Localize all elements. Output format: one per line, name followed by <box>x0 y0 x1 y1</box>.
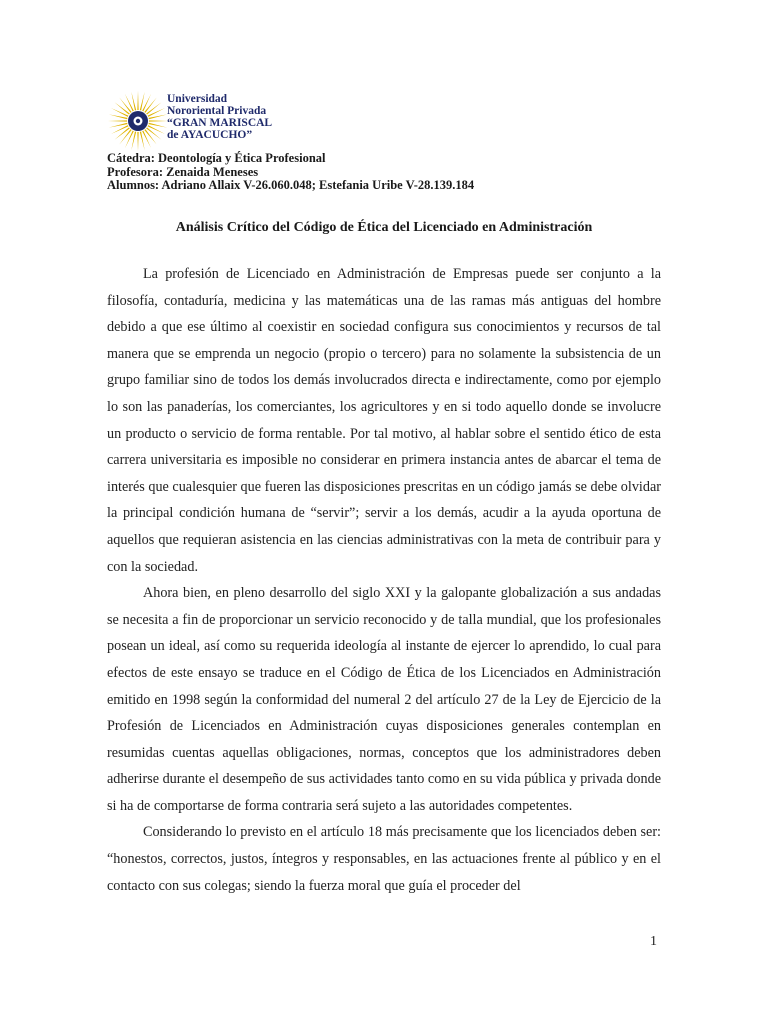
sun-ray <box>149 120 168 121</box>
university-name-line-2: Nororiental Privada <box>167 105 267 117</box>
sun-ray <box>108 120 127 121</box>
university-logo <box>107 90 273 152</box>
document-body <box>107 261 661 899</box>
course-info <box>107 152 474 193</box>
body-paragraph-3: Considerando lo previsto en el artículo 18 más precisamente que los licenciados deben ser: “honestos, correctos, justos, íntegros y responsables, en las actuaciones frente al público y en el contacto con sus colegas; siendo la fuerza moral que guía el proceder del <box>107 824 661 894</box>
course-name: Cátedra: Deontología y Ética Profesional <box>107 151 326 165</box>
university-name-line-3: “GRAN MARISCAL <box>167 117 273 129</box>
university-name <box>167 93 277 141</box>
university-name-line-4: de AYACUCHO” <box>167 129 253 141</box>
document-title: Análisis Crítico del Código de Ética del Licenciado en Administración <box>175 220 593 235</box>
body-paragraph-1: La profesión de Licenciado en Administración de Empresas puede ser conjunto a la filosofía, contaduría, medicina y las matemáticas una de las ramas más antiguas del hombre debido a que ese último al coexistir en sociedad configura sus conocimientos y recursos de tal manera que se emprenda un negocio (propio o tercero) para no solamente la subsistencia de un grupo familiar sino de todos los demás involucrados directa e indirectamente, como por ejemplo lo son las panaderías, los comerciantes, los agricultores y en si todo aquello donde se involucre un producto o servicio de forma rentable. Por tal motivo, al hablar sobre el sentido ético de esta carrera universitaria es imposible no considerar en primera instancia antes de abarcar el tema de interés que cualesquier que fueren las disposiciones prescritas en un código jamás se debe olvidar la principal condición humana de “servir”; servir a los demás, acudir a la ayuda oportuna de aquellos que requieran asistencia en las ciencias administrativas con la meta de contribuir para y con la sociedad. <box>107 266 661 575</box>
university-name-line-1: Universidad <box>167 93 228 105</box>
professor-name: Profesora: Zenaida Meneses <box>107 164 259 179</box>
sun-ray <box>137 132 138 151</box>
sun-ray <box>137 91 138 110</box>
body-paragraph-2: Ahora bien, en pleno desarrollo del siglo XXI y la galopante globalización a sus andadas se necesita a fin de proporcionar un servicio reconocido y de talla mundial, que los profesionales posean un ideal, así como su requerida ideología al instante de ejercer lo aprendido, lo cual para efectos de este ensayo se traduce en el Código de Ética de los Licenciados en Administración emitido en 1998 según la conformidad del numeral 2 del artículo 27 de la Ley de Ejercicio de la Profesión de Licenciados en Administración cuyas disposiciones generales contemplan en resumidas cuentas aquellas obligaciones, normas, conceptos que los administradores deben adherirse durante el desempeño de sus actividades tanto como en su vida pública y privada donde si ha de comportarse de forma contraria será sujeto a las autoridades competentes. <box>107 585 661 814</box>
students-names: Alumnos: Adriano Allaix V-26.060.048; Estefania Uribe V-28.139.184 <box>107 178 475 192</box>
sun-emblem-icon <box>107 90 169 152</box>
page-number: 1 <box>650 934 657 949</box>
